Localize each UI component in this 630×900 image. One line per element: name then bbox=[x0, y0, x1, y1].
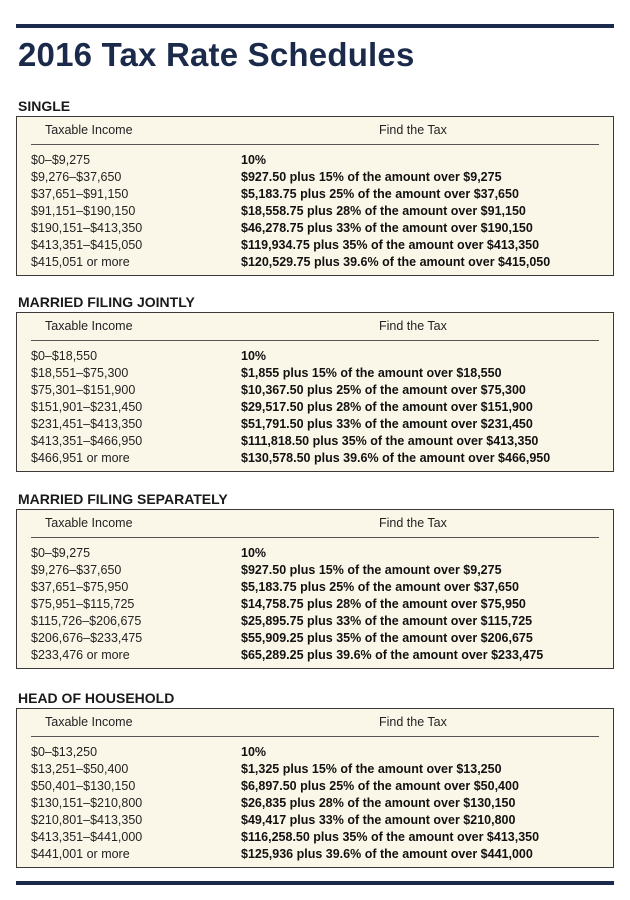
tax-formula-cell: $65,289.25 plus 39.6% of the amount over $233,475 bbox=[241, 648, 544, 662]
table-row bbox=[31, 846, 605, 863]
taxable-income-cell: $233,476 or more bbox=[31, 648, 130, 662]
table-row bbox=[31, 761, 605, 778]
taxable-income-cell: $231,451–$413,350 bbox=[31, 417, 143, 431]
taxable-income-cell: $0–$13,250 bbox=[31, 745, 98, 759]
taxable-income-cell: $9,276–$37,650 bbox=[31, 563, 122, 577]
tax-formula-cell: $55,909.25 plus 35% of the amount over $206,675 bbox=[241, 631, 533, 645]
taxable-income-cell: $18,551–$75,300 bbox=[31, 366, 129, 380]
table-row bbox=[31, 348, 605, 365]
tax-formula-cell: $1,325 plus 15% of the amount over $13,250 bbox=[241, 762, 502, 776]
table-row bbox=[31, 744, 605, 761]
section-head-of-household bbox=[16, 688, 614, 868]
schedule-table bbox=[16, 509, 614, 669]
column-header-tax: Find the Tax bbox=[379, 516, 447, 530]
taxable-income-cell: $413,351–$415,050 bbox=[31, 238, 143, 252]
section-single bbox=[16, 96, 614, 276]
taxable-income-cell: $37,651–$91,150 bbox=[31, 187, 129, 201]
header-divider bbox=[31, 144, 599, 145]
table-row bbox=[31, 545, 605, 562]
table-row bbox=[31, 186, 605, 203]
table-row bbox=[31, 254, 605, 271]
table-row bbox=[31, 220, 605, 237]
table-row bbox=[31, 630, 605, 647]
taxable-income-cell: $413,351–$466,950 bbox=[31, 434, 143, 448]
taxable-income-cell: $0–$18,550 bbox=[31, 349, 98, 363]
schedule-table bbox=[16, 312, 614, 472]
taxable-income-cell: $75,951–$115,725 bbox=[31, 597, 135, 611]
taxable-income-cell: $441,001 or more bbox=[31, 847, 130, 861]
taxable-income-cell: $50,401–$130,150 bbox=[31, 779, 136, 793]
taxable-income-cell: $151,901–$231,450 bbox=[31, 400, 143, 414]
taxable-income-cell: $413,351–$441,000 bbox=[31, 830, 143, 844]
tax-formula-cell: $29,517.50 plus 28% of the amount over $151,900 bbox=[241, 400, 533, 414]
table-row bbox=[31, 795, 605, 812]
taxable-income-cell: $13,251–$50,400 bbox=[31, 762, 129, 776]
section-heading: HEAD OF HOUSEHOLD bbox=[18, 690, 175, 706]
tax-formula-cell: 10% bbox=[241, 546, 267, 560]
table-row bbox=[31, 613, 605, 630]
tax-formula-cell: $6,897.50 plus 25% of the amount over $50,400 bbox=[241, 779, 519, 793]
tax-formula-cell: $130,578.50 plus 39.6% of the amount over $466,950 bbox=[241, 451, 551, 465]
tax-formula-cell: 10% bbox=[241, 153, 267, 167]
table-rows bbox=[31, 152, 605, 271]
taxable-income-cell: $9,276–$37,650 bbox=[31, 170, 122, 184]
column-header-income: Taxable Income bbox=[45, 123, 133, 137]
table-row bbox=[31, 382, 605, 399]
taxable-income-cell: $415,051 or more bbox=[31, 255, 130, 269]
table-row bbox=[31, 647, 605, 664]
column-header-tax: Find the Tax bbox=[379, 319, 447, 333]
column-header-income: Taxable Income bbox=[45, 319, 133, 333]
tax-formula-cell: $119,934.75 plus 35% of the amount over $413,350 bbox=[241, 238, 540, 252]
table-row bbox=[31, 596, 605, 613]
tax-formula-cell: $125,936 plus 39.6% of the amount over $441,000 bbox=[241, 847, 533, 861]
taxable-income-cell: $190,151–$413,350 bbox=[31, 221, 143, 235]
section-heading: SINGLE bbox=[18, 98, 71, 114]
bottom-rule bbox=[16, 881, 614, 885]
column-header-tax: Find the Tax bbox=[379, 123, 447, 137]
header-divider bbox=[31, 537, 599, 538]
table-row bbox=[31, 450, 605, 467]
table-rows bbox=[31, 744, 605, 863]
tax-formula-cell: $18,558.75 plus 28% of the amount over $91,150 bbox=[241, 204, 526, 218]
tax-formula-cell: $25,895.75 plus 33% of the amount over $115,725 bbox=[241, 614, 533, 628]
tax-formula-cell: $116,258.50 plus 35% of the amount over $413,350 bbox=[241, 830, 540, 844]
tax-formula-cell: $26,835 plus 28% of the amount over $130,150 bbox=[241, 796, 516, 810]
taxable-income-cell: $206,676–$233,475 bbox=[31, 631, 143, 645]
table-row bbox=[31, 812, 605, 829]
table-row bbox=[31, 169, 605, 186]
taxable-income-cell: $210,801–$413,350 bbox=[31, 813, 143, 827]
taxable-income-cell: $0–$9,275 bbox=[31, 153, 91, 167]
tax-formula-cell: $111,818.50 plus 35% of the amount over $413,350 bbox=[241, 434, 539, 448]
table-row bbox=[31, 433, 605, 450]
tax-formula-cell: 10% bbox=[241, 745, 267, 759]
taxable-income-cell: $115,726–$206,675 bbox=[31, 614, 142, 628]
tax-formula-cell: $10,367.50 plus 25% of the amount over $75,300 bbox=[241, 383, 526, 397]
column-header-tax: Find the Tax bbox=[379, 715, 447, 729]
section-heading: MARRIED FILING SEPARATELY bbox=[18, 491, 228, 507]
tax-formula-cell: 10% bbox=[241, 349, 267, 363]
column-header-income: Taxable Income bbox=[45, 715, 133, 729]
section-married-filing-jointly bbox=[16, 292, 614, 472]
tax-formula-cell: $5,183.75 plus 25% of the amount over $37,650 bbox=[241, 580, 519, 594]
taxable-income-cell: $91,151–$190,150 bbox=[31, 204, 136, 218]
table-row bbox=[31, 562, 605, 579]
page-title: 2016 Tax Rate Schedules bbox=[18, 36, 415, 73]
table-row bbox=[31, 829, 605, 846]
top-rule bbox=[16, 24, 614, 28]
tax-formula-cell: $49,417 plus 33% of the amount over $210,800 bbox=[241, 813, 516, 827]
tax-formula-cell: $1,855 plus 15% of the amount over $18,550 bbox=[241, 366, 502, 380]
header-divider bbox=[31, 736, 599, 737]
tax-formula-cell: $14,758.75 plus 28% of the amount over $75,950 bbox=[241, 597, 526, 611]
tax-formula-cell: $927.50 plus 15% of the amount over $9,275 bbox=[241, 170, 502, 184]
header-divider bbox=[31, 340, 599, 341]
table-row bbox=[31, 365, 605, 382]
tax-formula-cell: $51,791.50 plus 33% of the amount over $231,450 bbox=[241, 417, 533, 431]
table-row bbox=[31, 152, 605, 169]
taxable-income-cell: $37,651–$75,950 bbox=[31, 580, 129, 594]
taxable-income-cell: $466,951 or more bbox=[31, 451, 130, 465]
table-row bbox=[31, 579, 605, 596]
taxable-income-cell: $0–$9,275 bbox=[31, 546, 91, 560]
table-rows bbox=[31, 348, 605, 467]
tax-formula-cell: $5,183.75 plus 25% of the amount over $37,650 bbox=[241, 187, 519, 201]
section-married-filing-separately bbox=[16, 489, 614, 669]
section-heading: MARRIED FILING JOINTLY bbox=[18, 294, 195, 310]
taxable-income-cell: $75,301–$151,900 bbox=[31, 383, 136, 397]
schedule-table bbox=[16, 708, 614, 868]
table-row bbox=[31, 399, 605, 416]
taxable-income-cell: $130,151–$210,800 bbox=[31, 796, 143, 810]
table-rows bbox=[31, 545, 605, 664]
table-row bbox=[31, 778, 605, 795]
column-header-income: Taxable Income bbox=[45, 516, 133, 530]
table-row bbox=[31, 237, 605, 254]
tax-formula-cell: $120,529.75 plus 39.6% of the amount over $415,050 bbox=[241, 255, 551, 269]
tax-formula-cell: $927.50 plus 15% of the amount over $9,275 bbox=[241, 563, 502, 577]
table-row bbox=[31, 203, 605, 220]
schedule-table bbox=[16, 116, 614, 276]
tax-formula-cell: $46,278.75 plus 33% of the amount over $190,150 bbox=[241, 221, 533, 235]
table-row bbox=[31, 416, 605, 433]
